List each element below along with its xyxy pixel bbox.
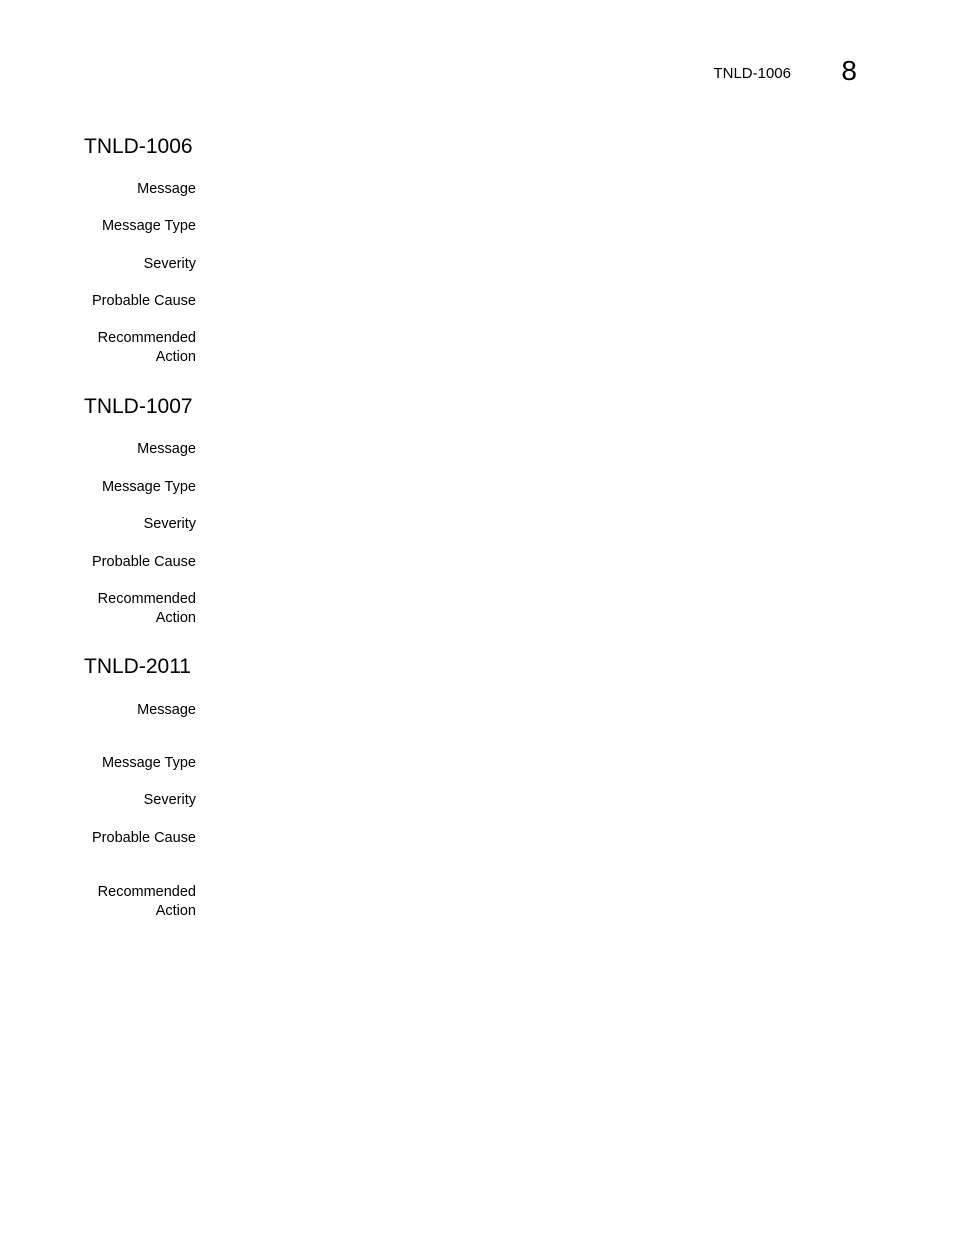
action-label: Action [155,903,196,919]
action-label: Action [155,349,196,365]
message-label: Message [137,181,196,197]
severity-label: Severity [143,516,196,532]
message-type-label: Message Type [101,479,196,495]
recommended-label: Recommended [97,330,196,346]
probable-cause-label: Probable Cause [92,554,196,570]
entry-title: TNLD-2011 [84,655,191,678]
header-section-name: TNLD-1006 [713,65,791,82]
probable-cause-label: Probable Cause [92,293,196,309]
entry-title: TNLD-1007 [84,395,193,418]
message-label: Message [137,441,196,457]
action-label: Action [155,610,196,626]
entry-title: TNLD-1006 [84,135,193,158]
message-type-label: Message Type [101,755,196,771]
probable-cause-label: Probable Cause [92,830,196,846]
severity-label: Severity [143,792,196,808]
header-chapter-number: 8 [841,55,857,86]
page-header [0,0,954,110]
recommended-label: Recommended [97,884,196,900]
message-label: Message [137,702,196,718]
recommended-label: Recommended [97,591,196,607]
severity-label: Severity [143,256,196,272]
message-type-label: Message Type [101,218,196,234]
